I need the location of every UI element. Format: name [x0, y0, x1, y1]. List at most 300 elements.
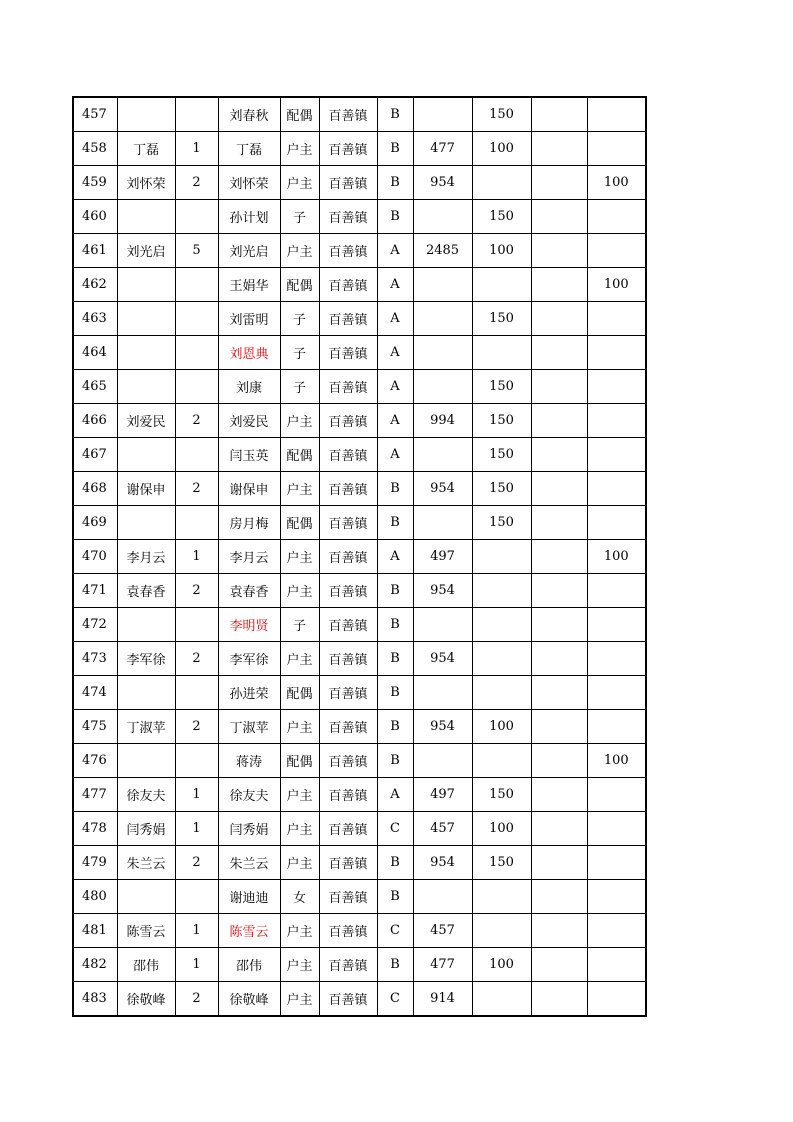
household-head-cell: [117, 336, 175, 370]
household-head-cell: 刘光启: [117, 234, 175, 268]
grade-cell: B: [377, 642, 413, 676]
grade-cell: B: [377, 574, 413, 608]
subsidy-extra-cell: 100: [587, 540, 646, 574]
blank-cell: [531, 268, 587, 302]
member-name-cell: 丁磊: [218, 132, 280, 166]
row-number-cell: 470: [73, 540, 117, 574]
household-head-cell: 朱兰云: [117, 846, 175, 880]
household-head-cell: 徐友夫: [117, 778, 175, 812]
grade-cell: B: [377, 200, 413, 234]
town-cell: 百善镇: [319, 778, 377, 812]
table-row: [73, 744, 646, 778]
blank-cell: [531, 404, 587, 438]
blank-cell: [531, 914, 587, 948]
member-count-cell: 5: [175, 234, 218, 268]
amount-cell: 497: [413, 778, 472, 812]
row-number-cell: 483: [73, 982, 117, 1017]
row-number-cell: 478: [73, 812, 117, 846]
subsidy-extra-cell: 100: [587, 268, 646, 302]
household-head-cell: 李月云: [117, 540, 175, 574]
relation-cell: 子: [280, 302, 319, 336]
town-cell: 百善镇: [319, 982, 377, 1017]
subsidy-extra-cell: [587, 880, 646, 914]
member-count-cell: [175, 268, 218, 302]
household-head-cell: [117, 506, 175, 540]
table-row: [73, 234, 646, 268]
amount-cell: 954: [413, 472, 472, 506]
blank-cell: [531, 132, 587, 166]
subsidy-extra-cell: [587, 982, 646, 1017]
member-count-cell: [175, 370, 218, 404]
blank-cell: [531, 574, 587, 608]
subsidy-extra-cell: [587, 846, 646, 880]
town-cell: 百善镇: [319, 608, 377, 642]
amount-cell: 954: [413, 642, 472, 676]
row-number-cell: 482: [73, 948, 117, 982]
subsidy-extra-cell: [587, 234, 646, 268]
subsidy-cell: [472, 268, 531, 302]
subsidy-cell: 150: [472, 302, 531, 336]
member-count-cell: [175, 438, 218, 472]
grade-cell: B: [377, 676, 413, 710]
member-name-cell: 陈雪云: [218, 914, 280, 948]
relation-cell: 户主: [280, 642, 319, 676]
member-name-cell: 邵伟: [218, 948, 280, 982]
table-row: [73, 97, 646, 132]
row-number-cell: 477: [73, 778, 117, 812]
table-row: [73, 302, 646, 336]
member-name-cell: 孙计划: [218, 200, 280, 234]
table-row: [73, 200, 646, 234]
subsidy-cell: [472, 642, 531, 676]
member-name-cell: 刘康: [218, 370, 280, 404]
member-name-cell: 丁淑苹: [218, 710, 280, 744]
household-head-cell: [117, 302, 175, 336]
household-head-cell: [117, 880, 175, 914]
member-count-cell: 2: [175, 404, 218, 438]
subsidy-extra-cell: [587, 642, 646, 676]
amount-cell: [413, 744, 472, 778]
town-cell: 百善镇: [319, 370, 377, 404]
member-name-cell: 刘春秋: [218, 97, 280, 132]
row-number-cell: 475: [73, 710, 117, 744]
member-count-cell: [175, 880, 218, 914]
subsidy-cell: [472, 574, 531, 608]
row-number-cell: 480: [73, 880, 117, 914]
blank-cell: [531, 302, 587, 336]
subsidy-cell: [472, 744, 531, 778]
row-number-cell: 472: [73, 608, 117, 642]
relation-cell: 女: [280, 880, 319, 914]
subsidy-extra-cell: [587, 812, 646, 846]
household-head-cell: [117, 608, 175, 642]
subsidy-cell: 150: [472, 97, 531, 132]
town-cell: 百善镇: [319, 710, 377, 744]
amount-cell: 477: [413, 948, 472, 982]
member-count-cell: 1: [175, 778, 218, 812]
blank-cell: [531, 744, 587, 778]
town-cell: 百善镇: [319, 336, 377, 370]
subsidy-extra-cell: [587, 574, 646, 608]
subsidy-extra-cell: [587, 676, 646, 710]
household-head-cell: 陈雪云: [117, 914, 175, 948]
relation-cell: 户主: [280, 574, 319, 608]
blank-cell: [531, 812, 587, 846]
table-row: [73, 166, 646, 200]
subsidy-cell: [472, 676, 531, 710]
subsidy-extra-cell: [587, 914, 646, 948]
town-cell: 百善镇: [319, 506, 377, 540]
subsidy-extra-cell: [587, 404, 646, 438]
grade-cell: B: [377, 744, 413, 778]
household-head-cell: [117, 370, 175, 404]
subsidy-extra-cell: [587, 132, 646, 166]
member-name-cell: 刘雷明: [218, 302, 280, 336]
member-count-cell: [175, 608, 218, 642]
member-count-cell: 2: [175, 710, 218, 744]
table-row: [73, 438, 646, 472]
row-number-cell: 465: [73, 370, 117, 404]
amount-cell: 497: [413, 540, 472, 574]
grade-cell: A: [377, 302, 413, 336]
grade-cell: C: [377, 914, 413, 948]
relation-cell: 配偶: [280, 268, 319, 302]
subsidy-extra-cell: [587, 438, 646, 472]
subsidy-cell: [472, 608, 531, 642]
member-name-cell: 李军徐: [218, 642, 280, 676]
grade-cell: B: [377, 132, 413, 166]
household-head-cell: [117, 268, 175, 302]
town-cell: 百善镇: [319, 97, 377, 132]
member-name-cell: 刘怀荣: [218, 166, 280, 200]
table-row: [73, 608, 646, 642]
grade-cell: B: [377, 97, 413, 132]
blank-cell: [531, 234, 587, 268]
table-row: [73, 812, 646, 846]
amount-cell: 954: [413, 574, 472, 608]
town-cell: 百善镇: [319, 880, 377, 914]
blank-cell: [531, 846, 587, 880]
amount-cell: [413, 336, 472, 370]
amount-cell: [413, 200, 472, 234]
blank-cell: [531, 97, 587, 132]
relation-cell: 子: [280, 370, 319, 404]
household-head-cell: 徐敬峰: [117, 982, 175, 1017]
subsidy-extra-cell: [587, 506, 646, 540]
amount-cell: [413, 438, 472, 472]
table-row: [73, 404, 646, 438]
member-name-cell: 朱兰云: [218, 846, 280, 880]
member-name-cell: 徐敬峰: [218, 982, 280, 1017]
blank-cell: [531, 778, 587, 812]
blank-cell: [531, 880, 587, 914]
member-name-cell: 刘恩典: [218, 336, 280, 370]
amount-cell: [413, 506, 472, 540]
member-name-cell: 谢迪迪: [218, 880, 280, 914]
town-cell: 百善镇: [319, 166, 377, 200]
town-cell: 百善镇: [319, 200, 377, 234]
household-head-cell: 邵伟: [117, 948, 175, 982]
household-head-cell: 闫秀娟: [117, 812, 175, 846]
grade-cell: A: [377, 778, 413, 812]
table-body: [73, 97, 646, 1016]
blank-cell: [531, 676, 587, 710]
amount-cell: 2485: [413, 234, 472, 268]
member-count-cell: 2: [175, 846, 218, 880]
subsidy-cell: 150: [472, 370, 531, 404]
blank-cell: [531, 642, 587, 676]
town-cell: 百善镇: [319, 812, 377, 846]
relation-cell: 配偶: [280, 97, 319, 132]
member-count-cell: [175, 302, 218, 336]
subsidy-extra-cell: 100: [587, 744, 646, 778]
subsidy-cell: 100: [472, 234, 531, 268]
grade-cell: A: [377, 268, 413, 302]
grade-cell: A: [377, 438, 413, 472]
subsidy-cell: 150: [472, 506, 531, 540]
household-head-cell: 丁磊: [117, 132, 175, 166]
row-number-cell: 464: [73, 336, 117, 370]
member-count-cell: [175, 676, 218, 710]
member-name-cell: 徐友夫: [218, 778, 280, 812]
relation-cell: 户主: [280, 982, 319, 1017]
blank-cell: [531, 472, 587, 506]
amount-cell: 994: [413, 404, 472, 438]
subsidy-extra-cell: [587, 302, 646, 336]
amount-cell: [413, 370, 472, 404]
table-row: [73, 914, 646, 948]
member-count-cell: [175, 97, 218, 132]
table-row: [73, 336, 646, 370]
member-count-cell: [175, 744, 218, 778]
town-cell: 百善镇: [319, 404, 377, 438]
member-name-cell: 王娟华: [218, 268, 280, 302]
grade-cell: C: [377, 982, 413, 1017]
member-name-cell: 谢保申: [218, 472, 280, 506]
row-number-cell: 458: [73, 132, 117, 166]
member-count-cell: [175, 506, 218, 540]
blank-cell: [531, 336, 587, 370]
subsidy-extra-cell: 100: [587, 166, 646, 200]
row-number-cell: 474: [73, 676, 117, 710]
row-number-cell: 468: [73, 472, 117, 506]
member-count-cell: 2: [175, 472, 218, 506]
relation-cell: 户主: [280, 472, 319, 506]
household-head-cell: 刘爱民: [117, 404, 175, 438]
subsidy-extra-cell: [587, 608, 646, 642]
grade-cell: C: [377, 812, 413, 846]
subsidy-cell: 100: [472, 812, 531, 846]
household-head-cell: 谢保申: [117, 472, 175, 506]
amount-cell: 954: [413, 166, 472, 200]
table-row: [73, 846, 646, 880]
subsidy-extra-cell: [587, 778, 646, 812]
table-row: [73, 540, 646, 574]
row-number-cell: 459: [73, 166, 117, 200]
relation-cell: 户主: [280, 540, 319, 574]
member-name-cell: 闫玉英: [218, 438, 280, 472]
relation-cell: 配偶: [280, 438, 319, 472]
relation-cell: 户主: [280, 846, 319, 880]
grade-cell: A: [377, 404, 413, 438]
amount-cell: [413, 608, 472, 642]
grade-cell: B: [377, 880, 413, 914]
relation-cell: 户主: [280, 948, 319, 982]
member-count-cell: 1: [175, 812, 218, 846]
amount-cell: [413, 268, 472, 302]
blank-cell: [531, 506, 587, 540]
subsidy-extra-cell: [587, 200, 646, 234]
grade-cell: B: [377, 948, 413, 982]
blank-cell: [531, 608, 587, 642]
subsidy-cell: 150: [472, 200, 531, 234]
table-row: [73, 268, 646, 302]
household-head-cell: [117, 97, 175, 132]
subsidy-cell: 150: [472, 404, 531, 438]
relation-cell: 配偶: [280, 676, 319, 710]
grade-cell: A: [377, 234, 413, 268]
relation-cell: 户主: [280, 132, 319, 166]
town-cell: 百善镇: [319, 744, 377, 778]
amount-cell: 954: [413, 846, 472, 880]
amount-cell: 457: [413, 914, 472, 948]
row-number-cell: 469: [73, 506, 117, 540]
relation-cell: 配偶: [280, 744, 319, 778]
table-row: [73, 642, 646, 676]
town-cell: 百善镇: [319, 472, 377, 506]
row-number-cell: 467: [73, 438, 117, 472]
relation-cell: 户主: [280, 710, 319, 744]
amount-cell: 914: [413, 982, 472, 1017]
relation-cell: 子: [280, 608, 319, 642]
member-name-cell: 孙进荣: [218, 676, 280, 710]
member-count-cell: [175, 200, 218, 234]
relation-cell: 户主: [280, 166, 319, 200]
blank-cell: [531, 200, 587, 234]
amount-cell: 457: [413, 812, 472, 846]
town-cell: 百善镇: [319, 132, 377, 166]
table-row: [73, 574, 646, 608]
subsidy-extra-cell: [587, 97, 646, 132]
town-cell: 百善镇: [319, 642, 377, 676]
household-table: [72, 96, 647, 1017]
row-number-cell: 473: [73, 642, 117, 676]
household-head-cell: 丁淑苹: [117, 710, 175, 744]
table-row: [73, 982, 646, 1017]
row-number-cell: 457: [73, 97, 117, 132]
household-head-cell: 刘怀荣: [117, 166, 175, 200]
subsidy-cell: 150: [472, 472, 531, 506]
amount-cell: [413, 302, 472, 336]
table-row: [73, 370, 646, 404]
member-count-cell: 1: [175, 132, 218, 166]
household-head-cell: 李军徐: [117, 642, 175, 676]
town-cell: 百善镇: [319, 268, 377, 302]
row-number-cell: 471: [73, 574, 117, 608]
blank-cell: [531, 710, 587, 744]
table-row: [73, 472, 646, 506]
grade-cell: B: [377, 846, 413, 880]
table-row: [73, 676, 646, 710]
town-cell: 百善镇: [319, 574, 377, 608]
amount-cell: [413, 880, 472, 914]
blank-cell: [531, 948, 587, 982]
subsidy-cell: 150: [472, 846, 531, 880]
member-count-cell: 1: [175, 914, 218, 948]
amount-cell: [413, 676, 472, 710]
grade-cell: B: [377, 472, 413, 506]
row-number-cell: 460: [73, 200, 117, 234]
household-head-cell: [117, 744, 175, 778]
member-count-cell: 2: [175, 166, 218, 200]
table-row: [73, 132, 646, 166]
blank-cell: [531, 438, 587, 472]
relation-cell: 户主: [280, 812, 319, 846]
subsidy-cell: [472, 336, 531, 370]
town-cell: 百善镇: [319, 676, 377, 710]
row-number-cell: 462: [73, 268, 117, 302]
town-cell: 百善镇: [319, 846, 377, 880]
table-row: [73, 778, 646, 812]
table-row: [73, 506, 646, 540]
grade-cell: B: [377, 166, 413, 200]
subsidy-extra-cell: [587, 472, 646, 506]
subsidy-cell: [472, 166, 531, 200]
town-cell: 百善镇: [319, 914, 377, 948]
member-name-cell: 李月云: [218, 540, 280, 574]
member-name-cell: 刘光启: [218, 234, 280, 268]
subsidy-cell: 150: [472, 778, 531, 812]
member-count-cell: 2: [175, 574, 218, 608]
town-cell: 百善镇: [319, 438, 377, 472]
relation-cell: 子: [280, 336, 319, 370]
member-count-cell: 1: [175, 540, 218, 574]
grade-cell: A: [377, 370, 413, 404]
row-number-cell: 479: [73, 846, 117, 880]
amount-cell: [413, 97, 472, 132]
relation-cell: 户主: [280, 778, 319, 812]
member-count-cell: 1: [175, 948, 218, 982]
household-head-cell: [117, 438, 175, 472]
member-name-cell: 李明贤: [218, 608, 280, 642]
subsidy-cell: [472, 914, 531, 948]
row-number-cell: 463: [73, 302, 117, 336]
row-number-cell: 481: [73, 914, 117, 948]
subsidy-extra-cell: [587, 948, 646, 982]
member-count-cell: 2: [175, 982, 218, 1017]
relation-cell: 户主: [280, 914, 319, 948]
relation-cell: 子: [280, 200, 319, 234]
household-head-cell: [117, 676, 175, 710]
table-row: [73, 880, 646, 914]
subsidy-cell: [472, 982, 531, 1017]
subsidy-extra-cell: [587, 336, 646, 370]
member-name-cell: 袁春香: [218, 574, 280, 608]
blank-cell: [531, 982, 587, 1017]
subsidy-cell: 100: [472, 948, 531, 982]
blank-cell: [531, 370, 587, 404]
amount-cell: 954: [413, 710, 472, 744]
row-number-cell: 461: [73, 234, 117, 268]
blank-cell: [531, 540, 587, 574]
grade-cell: A: [377, 336, 413, 370]
relation-cell: 户主: [280, 234, 319, 268]
subsidy-cell: [472, 880, 531, 914]
member-name-cell: 闫秀娟: [218, 812, 280, 846]
relation-cell: 配偶: [280, 506, 319, 540]
subsidy-cell: 100: [472, 132, 531, 166]
grade-cell: B: [377, 710, 413, 744]
